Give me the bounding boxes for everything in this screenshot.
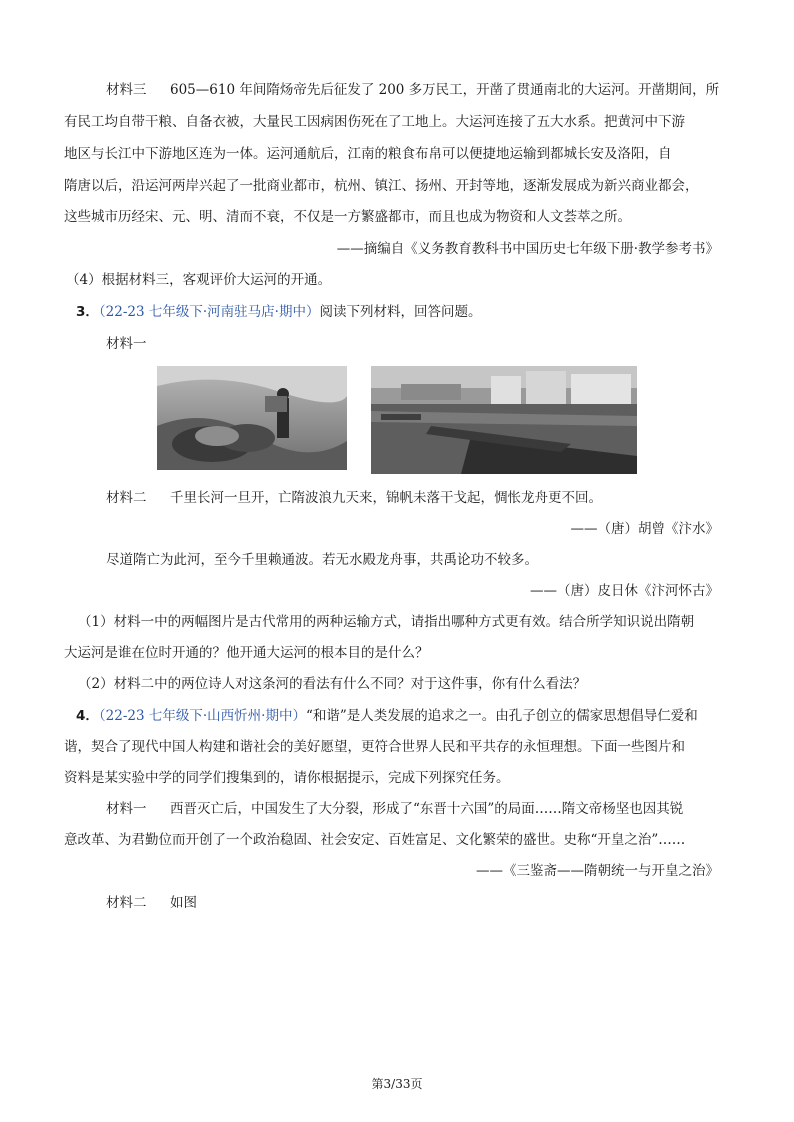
q3-question1-line1: （1）材料一中的两幅图片是古代常用的两种运输方式，请指出哪种方式更有效。结合所学知识说出隋朝 bbox=[78, 614, 695, 630]
question-number: 4． bbox=[76, 708, 99, 724]
poem2-source: ——（唐）皮日休《汴河怀古》 bbox=[530, 583, 719, 599]
question-4-of-q2: （4）根据材料三，客观评价大运河的开通。 bbox=[66, 272, 332, 288]
q4-material1-line1: 材料一 西晋灭亡后，中国发生了大分裂，形成了“东晋十六国”的局面……隋文帝杨坚也因其锐 bbox=[106, 801, 684, 817]
q4-material2-label: 材料二 bbox=[106, 895, 147, 911]
poem2-text: 尽道隋亡为此河，至今千里赖通波。若无水殿龙舟事，共禹论功不较多。 bbox=[106, 552, 538, 568]
q3-question2: （2）材料二中的两位诗人对这条河的看法有什么不同？对于这件事，你有什么看法？ bbox=[78, 676, 587, 692]
question-prompt: 阅读下列材料，回答问题。 bbox=[319, 304, 482, 320]
q4-material1-label: 材料一 bbox=[106, 801, 147, 817]
question-intro: “和谐”是人类发展的追求之一。由孔子创立的儒家思想倡导仁爱和 bbox=[305, 708, 698, 724]
q4-material2-line: 材料二 如图 bbox=[106, 895, 197, 911]
question-source-tag: （22-23 七年级下·河南驻马店·期中） bbox=[98, 304, 320, 320]
material3-line5: 这些城市历经宋、元、明、清而不衰，不仅是一方繁盛都市，而且也成为物资和人文荟萃之所。 bbox=[64, 209, 631, 225]
poem1-source: ——（唐）胡曾《汴水》 bbox=[570, 521, 719, 537]
q4-intro-line2: 谐，契合了现代中国人构建和谐社会的美好愿望，更符合世界人民和平共存的永恒理想。下面一些图片和 bbox=[64, 739, 685, 755]
q4-material1-line2: 意改革、为君勤位而开创了一个政治稳固、社会安定、百姓富足、文化繁荣的盛世。史称“开皇之治”…… bbox=[64, 832, 686, 848]
material3-label: 材料三 bbox=[106, 82, 147, 98]
question-3-header bbox=[76, 302, 481, 322]
porter-transport-photo bbox=[157, 366, 347, 470]
q3-material2-line bbox=[106, 488, 602, 508]
material3-line4: 隋唐以后，沿运河两岸兴起了一批商业都市，杭州、镇江、扬州、开封等地，逐渐发展成为新兴商业都会， bbox=[64, 178, 699, 194]
question-source-tag: （22-23 七年级下·山西忻州·期中） bbox=[98, 708, 306, 724]
page-number: 第3/33页 bbox=[371, 1077, 423, 1091]
q4-intro-line3: 资料是某实验中学的同学们搜集到的，请你根据提示，完成下列探究任务。 bbox=[64, 770, 510, 786]
q3-material2-label: 材料二 bbox=[106, 490, 147, 506]
material3-source: ——摘编自《义务教育教科书中国历史七年级下册·教学参考书》 bbox=[336, 241, 719, 257]
river-boats-photo bbox=[371, 366, 637, 474]
q3-material1-label: 材料一 bbox=[106, 336, 147, 352]
poem1-text: 千里长河一旦开，亡隋波浪九天来，锦帆未落干戈起，惆怅龙舟更不回。 bbox=[170, 490, 602, 506]
question-4-header bbox=[76, 706, 698, 726]
question-number: 3． bbox=[76, 304, 99, 320]
material3-line1: 材料三 605—610 年间隋炀帝先后征发了 200 多万民工，开凿了贯通南北的大运河。开凿期间，所 bbox=[106, 82, 720, 98]
material3-line2: 有民工均自带干粮、自备衣被，大量民工因病困伤死在了工地上。大运河连接了五大水系。把黄河中下游 bbox=[64, 114, 685, 130]
material3-line3: 地区与长江中下游地区连为一体。运河通航后，江南的粮食布帛可以便捷地运输到都城长安及洛阳，自 bbox=[64, 146, 672, 162]
q3-question1-line2: 大运河是谁在位时开通的？他开通大运河的根本目的是什么？ bbox=[64, 645, 429, 661]
q4-material1-source: ——《三鉴斋——隋朝统一与开皇之治》 bbox=[476, 863, 719, 879]
